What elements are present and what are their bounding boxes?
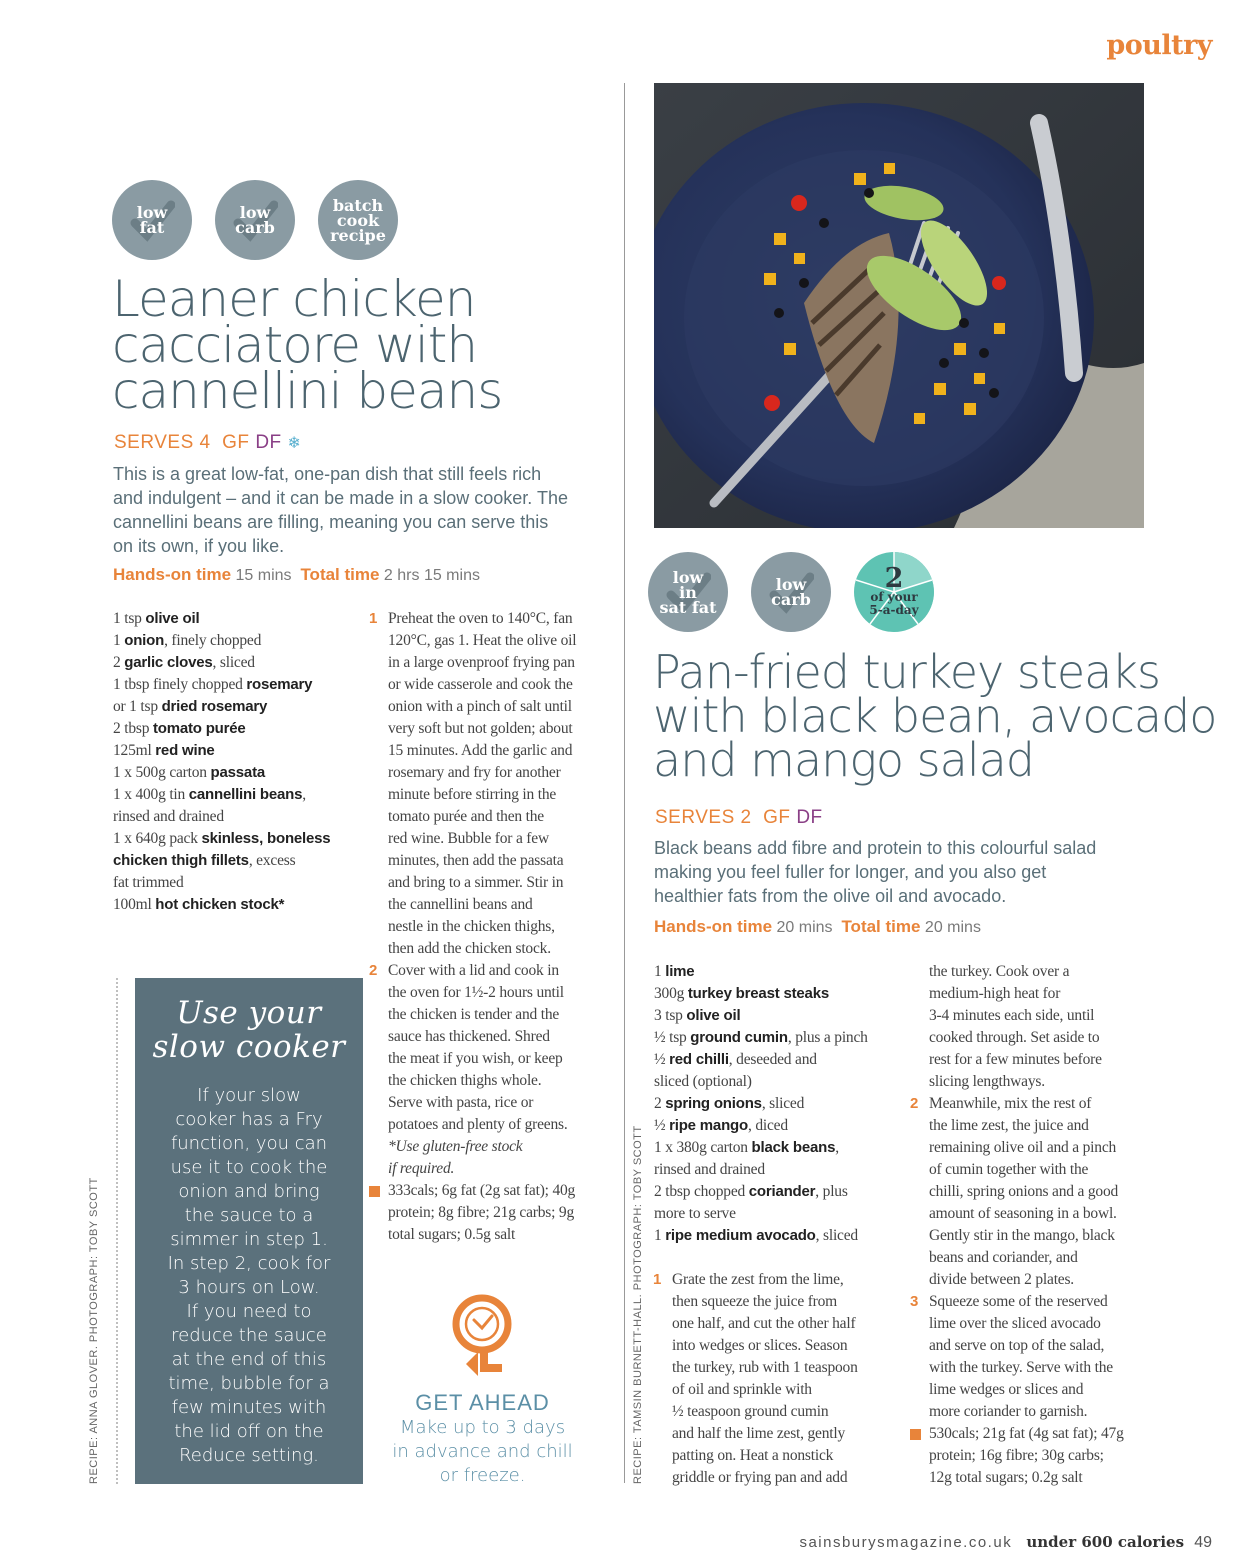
recipe1-ingredients xyxy=(113,608,353,916)
method-line: and half the lime zest, gently xyxy=(672,1425,846,1442)
method-line: and bring to a simmer. Stir in xyxy=(388,874,564,891)
tip-line: use it to cook the xyxy=(170,1157,328,1178)
recipe2-step3: 3 Squeeze some of the reserved lime over the sliced avocado and serve on top of the salad, with the turkey. Serve with the lime wedges or slices and more coriander to garnish. xyxy=(929,1291,1144,1423)
recipe2-right-column xyxy=(910,961,1144,1489)
ingredient-line: 2 spring onions, sliced xyxy=(654,1095,805,1112)
recipe2-timing: Hands-on time 20 mins Total time 20 mins xyxy=(654,917,981,936)
nutrition-line: protein; 8g fibre; 21g carbs; 9g xyxy=(388,1204,575,1221)
get-ahead-body: Make up to 3 days in advance and chill or freeze. xyxy=(392,1417,573,1486)
five-a-day-badge: 2 of your 5-a-day xyxy=(854,552,934,632)
recipe1-serves: SERVES 4 GF DF ❄ xyxy=(114,432,302,453)
section-tag: poultry xyxy=(1106,30,1212,61)
ingredient-line: fat trimmed xyxy=(113,874,184,891)
slow-cooker-body xyxy=(135,1084,363,1468)
method-line: one half, and cut the other half xyxy=(672,1315,856,1332)
ingredient-line: 2 garlic cloves, sliced xyxy=(113,654,255,671)
low-fat-badge: low fat xyxy=(112,180,192,260)
method-line: of cumin together with the xyxy=(929,1161,1089,1178)
method-line: divide between 2 plates. xyxy=(929,1271,1074,1288)
method-line: sauce has thickened. Shred xyxy=(388,1028,550,1045)
ingredient-line: 1 x 500g carton passata xyxy=(113,764,266,781)
method-line: remaining olive oil and a pinch xyxy=(929,1139,1117,1156)
ingredient-line: 2 tbsp tomato purée xyxy=(113,720,246,737)
slow-cooker-tip xyxy=(135,978,363,1484)
ingredient-line: 1 tbsp finely chopped rosemary xyxy=(113,676,313,693)
tip-line: at the end of this xyxy=(171,1349,327,1370)
method-line: chilli, spring onions and a good xyxy=(929,1183,1119,1200)
nutrition-square-icon xyxy=(369,1186,380,1197)
low-carb-badge-2: low carb xyxy=(751,552,831,632)
recipe2-step1-continued xyxy=(929,961,1144,1093)
slow-cooker-heading: Use your slow cooker xyxy=(152,995,346,1065)
method-line: beans and coriander, and xyxy=(929,1249,1078,1266)
ingredient-line: rinsed and drained xyxy=(113,808,224,825)
page-number: 49 xyxy=(1194,1534,1212,1551)
method-line: rest for a few minutes before xyxy=(929,1051,1102,1068)
ingredient-line: chicken thigh fillets, excess xyxy=(113,852,296,869)
method-line: very soft but not golden; about xyxy=(388,720,573,737)
recipe2-intro: Black beans add fibre and protein to this colourful salad making you feel fuller for longer, and you also get healthier fats from the olive oil and avocado. xyxy=(654,838,1097,906)
method-line: lime wedges or slices and xyxy=(929,1381,1084,1398)
ingredient-line: sliced (optional) xyxy=(654,1073,752,1090)
tip-line: If your slow xyxy=(197,1085,301,1106)
get-ahead-heading: GET AHEAD xyxy=(415,1390,550,1415)
recipe1-timing: Hands-on time 15 mins Total time 2 hrs 15 mins xyxy=(113,565,480,584)
method-line: the chicken is tender and the xyxy=(388,1006,560,1023)
method-line: patting on. Heat a nonstick xyxy=(672,1447,834,1464)
tip-line: reduce the sauce xyxy=(171,1325,327,1346)
method-line: Squeeze some of the reserved xyxy=(929,1293,1108,1310)
method-line: Meanwhile, mix the rest of xyxy=(929,1095,1092,1112)
ingredient-line: 100ml hot chicken stock* xyxy=(113,896,285,913)
method-line: griddle or frying pan and add xyxy=(672,1469,848,1486)
recipe1-title: Leaner chicken cacciatore with cannellini beans xyxy=(112,270,503,420)
method-line: the chicken thighs whole. xyxy=(388,1072,542,1089)
method-line: red wine. Bubble for a few xyxy=(388,830,549,847)
tip-line: If you need to xyxy=(186,1301,312,1322)
ingredient-line: 300g turkey breast steaks xyxy=(654,985,829,1002)
ingredient-line: 125ml red wine xyxy=(113,742,215,759)
method-line: Preheat the oven to 140°C, fan xyxy=(388,610,573,627)
ingredient-line: rinsed and drained xyxy=(654,1161,765,1178)
method-line: minute before stirring in the xyxy=(388,786,557,803)
recipe2-step2: 2 Meanwhile, mix the rest of the lime zest, the juice and remaining olive oil and a pinch of cumin together with the chilli, spring onions and a good amount of seasoning in a bowl. Gently stir in the mango, black beans and coriander, and divide between 2 plates. xyxy=(929,1093,1144,1291)
ingredient-line: ½ tsp ground cumin, plus a pinch xyxy=(654,1029,868,1046)
clock-arrow-icon xyxy=(444,1288,524,1378)
nutrition-line: 333cals; 6g fat (2g sat fat); 40g xyxy=(388,1182,576,1199)
method-line: the cannellini beans and xyxy=(388,896,533,913)
recipe2-serves: SERVES 2 GF DF xyxy=(655,807,823,828)
method-line: onion with a pinch of salt until xyxy=(388,698,572,715)
ingredient-line: more to serve xyxy=(654,1205,736,1222)
footer-calories: under 600 calories xyxy=(1026,1533,1185,1551)
method-line: then squeeze the juice from xyxy=(672,1293,838,1310)
ingredient-line: 1 onion, finely chopped xyxy=(113,632,262,649)
method-line: lime over the sliced avocado xyxy=(929,1315,1101,1332)
turkey-salad-photo xyxy=(654,83,1144,528)
tip-line: 3 hours on Low. xyxy=(178,1277,320,1298)
tip-line: onion and bring xyxy=(178,1181,320,1202)
tip-line: simmer in step 1. xyxy=(170,1229,328,1250)
method-line: the oven for 1½-2 hours until xyxy=(388,984,564,1001)
tip-line: function, you can xyxy=(170,1133,328,1154)
tip-line: Reduce setting. xyxy=(179,1445,319,1466)
recipe1-method xyxy=(369,608,608,1246)
method-line: 3-4 minutes each side, until xyxy=(929,1007,1095,1024)
get-ahead-tip xyxy=(380,1390,585,1488)
method-line: into wedges or slices. Season xyxy=(672,1337,848,1354)
tip-line: In step 2, cook for xyxy=(167,1253,331,1274)
ingredient-line: 1 x 400g tin cannellini beans, xyxy=(113,786,306,803)
method-line: Gently stir in the mango, black xyxy=(929,1227,1115,1244)
method-line: the lime zest, the juice and xyxy=(929,1117,1089,1134)
nutrition-line: total sugars; 0.5g salt xyxy=(388,1226,516,1243)
tip-line: the sauce to a xyxy=(184,1205,314,1226)
method-line: or wide casserole and cook the xyxy=(388,676,573,693)
method-line: the meat if you wish, or keep xyxy=(388,1050,563,1067)
ingredient-line: ½ ripe mango, diced xyxy=(654,1117,788,1134)
footer-site: sainsburysmagazine.co.uk xyxy=(799,1534,1013,1551)
method-line: ½ teaspoon ground cumin xyxy=(672,1403,829,1420)
method-line: 15 minutes. Add the garlic and xyxy=(388,742,573,759)
nutrition-line: 12g total sugars; 0.2g salt xyxy=(929,1469,1083,1486)
recipe1-credit: RECIPE: ANNA GLOVER. PHOTOGRAPH: TOBY SCOTT xyxy=(88,1177,100,1484)
low-carb-badge: low carb xyxy=(215,180,295,260)
tip-line: time, bubble for a xyxy=(168,1373,330,1394)
method-line: rosemary and fry for another xyxy=(388,764,561,781)
method-line: of oil and sprinkle with xyxy=(672,1381,812,1398)
recipe2-nutrition xyxy=(929,1423,1144,1489)
method-line: nestle in the chicken thighs, xyxy=(388,918,555,935)
recipe2-left-column xyxy=(654,961,899,1489)
method-line: the turkey, rub with 1 teaspoon xyxy=(672,1359,858,1376)
method-line: with the turkey. Serve with the xyxy=(929,1359,1113,1376)
ingredient-line: 1 lime xyxy=(654,963,695,980)
ingredient-line: or 1 tsp dried rosemary xyxy=(113,698,268,715)
method-line: tomato purée and then the xyxy=(388,808,544,825)
page-footer xyxy=(799,1533,1212,1552)
ingredient-line: 3 tsp olive oil xyxy=(654,1007,741,1024)
recipe1-nutrition xyxy=(388,1180,608,1246)
ingredient-line: 2 tbsp chopped coriander, plus xyxy=(654,1183,848,1200)
ingredient-line: 1 ripe medium avocado, sliced xyxy=(654,1227,858,1244)
recipe1-footnote: *Use gluten-free stock if required. xyxy=(388,1138,523,1177)
method-line: potatoes and plenty of greens. xyxy=(388,1116,568,1133)
ingredient-line: 1 tsp olive oil xyxy=(113,610,200,627)
method-line: slicing lengthways. xyxy=(929,1073,1045,1090)
batch-cook-badge: batch cook recipe xyxy=(318,180,398,260)
method-line: Serve with pasta, rice or xyxy=(388,1094,534,1111)
nutrition-line: protein; 16g fibre; 30g carbs; xyxy=(929,1447,1104,1464)
recipe2-ingredients xyxy=(654,961,899,1247)
method-line: and serve on top of the salad, xyxy=(929,1337,1105,1354)
tip-line: cooker has a Fry xyxy=(175,1109,323,1130)
recipe2-credit: RECIPE: TAMSIN BURNETT-HALL. PHOTOGRAPH: TOBY SCOTT xyxy=(632,1125,644,1484)
recipe2-step1: 1 Grate the zest from the lime, then squeeze the juice from one half, and cut the other half into wedges or slices. Season the turkey, rub with 1 teaspoon of oil and sprinkle with ½ teaspoon ground cumin and half the lime zest, gently patting on. Heat a nonstick griddle or frying pan and add xyxy=(672,1269,899,1489)
method-line: Grate the zest from the lime, xyxy=(672,1271,844,1288)
method-line: more coriander to garnish. xyxy=(929,1403,1088,1420)
nutrition-square-icon xyxy=(910,1429,921,1440)
method-line: medium-high heat for xyxy=(929,985,1061,1002)
snowflake-icon: ❄ xyxy=(287,435,302,452)
ingredient-line: 1 x 640g pack skinless, boneless xyxy=(113,830,331,847)
dotted-divider xyxy=(116,978,118,1484)
ingredient-line: 1 x 380g carton black beans, xyxy=(654,1139,839,1156)
method-line: Cover with a lid and cook in xyxy=(388,962,559,979)
nutrition-line: 530cals; 21g fat (4g sat fat); 47g xyxy=(929,1425,1124,1442)
method-line: in a large ovenproof frying pan xyxy=(388,654,575,671)
recipe1-step2: 2 Cover with a lid and cook in the oven for 1½-2 hours until the chicken is tender and the sauce has thickened. Shred the meat if you wish, or keep the chicken thighs whole. Serve with pasta, rice or potatoes and plenty of greens. xyxy=(388,960,608,1136)
column-divider xyxy=(624,83,625,1483)
low-sat-fat-badge: low in sat fat xyxy=(648,552,728,632)
method-line: then add the chicken stock. xyxy=(388,940,551,957)
tip-line: few minutes with xyxy=(171,1397,327,1418)
ingredient-line: ½ red chilli, deseeded and xyxy=(654,1051,817,1068)
method-line: cooked through. Set aside to xyxy=(929,1029,1100,1046)
method-line: the turkey. Cook over a xyxy=(929,963,1070,980)
method-line: amount of seasoning in a bowl. xyxy=(929,1205,1117,1222)
tip-line: the lid off on the xyxy=(174,1421,324,1442)
method-line: minutes, then add the passata xyxy=(388,852,564,869)
recipe1-intro: This is a great low-fat, one-pan dish that still feels rich and indulgent – and it can be made in a slow cooker. The cannellini beans are filling, meaning you can serve this on its own, if you like. xyxy=(113,464,568,556)
method-line: 120°C, gas 1. Heat the olive oil xyxy=(388,632,577,649)
recipe1-step1: 1 Preheat the oven to 140°C, fan 120°C, gas 1. Heat the olive oil in a large ovenproof frying pan or wide casserole and cook the onion with a pinch of salt until very soft but not golden; about 15 minutes. Add the garlic and rosemary and fry for another minute before stirring in the tomato purée and then the red wine. Bubble for a few minutes, then add the passata and bring to a simmer. Stir in the cannellini beans and nestle in the chicken thighs, then add the chicken stock. xyxy=(388,608,608,960)
recipe2-title: Pan-fried turkey steaks with black bean, avocado and mango salad xyxy=(653,645,1217,787)
